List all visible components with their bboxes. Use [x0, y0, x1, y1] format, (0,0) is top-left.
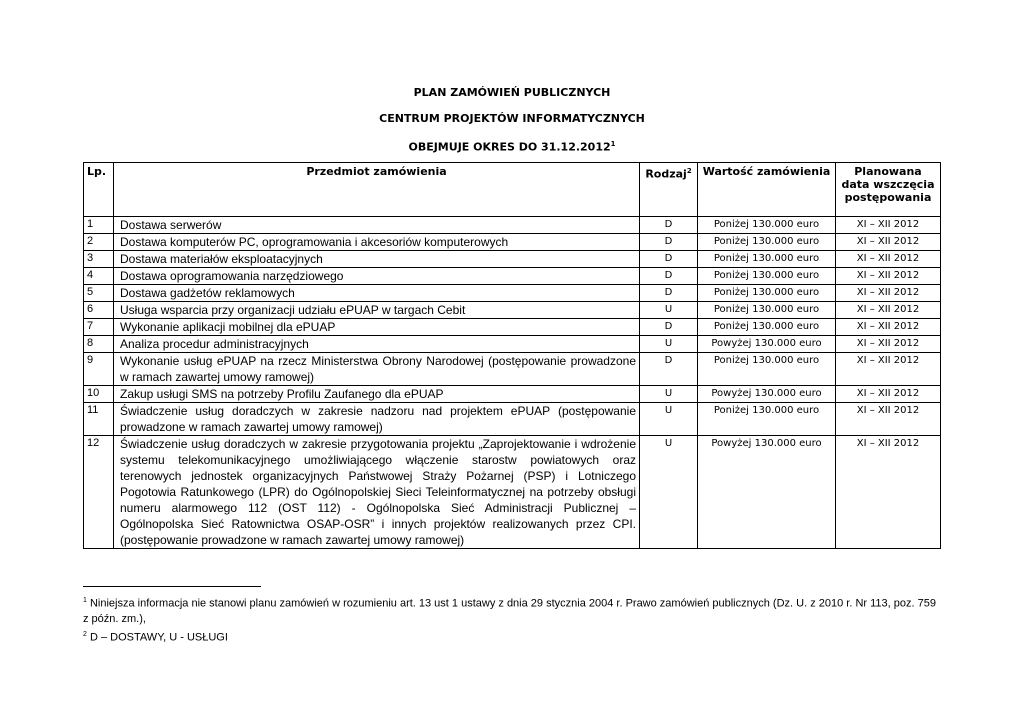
table-row: [84, 353, 941, 386]
procurement-table: [83, 162, 941, 549]
cell-value: Powyżej 130.000 euro: [698, 336, 836, 353]
cell-value: Poniżej 130.000 euro: [698, 353, 836, 386]
cell-value: Poniżej 130.000 euro: [698, 302, 836, 319]
table-row: [84, 234, 941, 251]
footnotes: [83, 593, 943, 645]
cell-subject: Dostawa materiałów eksploatacyjnych: [114, 251, 640, 268]
footnote-text: Niniejsza informacja nie stanowi planu zamówień w rozumieniu art. 13 ust 1 ustawy z dnia 29 stycznia 2004 r. Prawo zamówień publicznych (Dz. U. z 2010 r. Nr 113, poz. 759 z późn. zm.),: [83, 597, 936, 625]
period-text: OBEJMUJE OKRES DO 31.12.2012: [408, 140, 611, 154]
cell-date: XI – XII 2012: [836, 403, 941, 436]
column-header-value: Wartość zamówienia: [698, 163, 836, 217]
footnote-ref-1: 1: [610, 140, 616, 148]
cell-subject: Wykonanie usług ePUAP na rzecz Ministerstwa Obrony Narodowej (postępowanie prowadzone w ramach zawartej umowy ramowej): [114, 353, 640, 386]
cell-lp: 4: [84, 268, 114, 285]
cell-kind: D: [640, 234, 698, 251]
cell-kind: U: [640, 302, 698, 319]
table-row: [84, 302, 941, 319]
table-row: [84, 319, 941, 336]
cell-date: XI – XII 2012: [836, 302, 941, 319]
cell-lp: 8: [84, 336, 114, 353]
cell-value: Poniżej 130.000 euro: [698, 403, 836, 436]
cell-subject: Dostawa oprogramowania narzędziowego: [114, 268, 640, 285]
footnote-mark: 1: [83, 597, 87, 604]
cell-kind: D: [640, 251, 698, 268]
cell-date: XI – XII 2012: [836, 234, 941, 251]
cell-date: XI – XII 2012: [836, 251, 941, 268]
period-heading: [0, 137, 1024, 155]
table-row: [84, 217, 941, 234]
cell-date: XI – XII 2012: [836, 336, 941, 353]
cell-kind: D: [640, 353, 698, 386]
cell-value: Poniżej 130.000 euro: [698, 234, 836, 251]
footnote-text: D – DOSTAWY, U - USŁUGI: [89, 631, 228, 644]
document-title: PLAN ZAMÓWIEŃ PUBLICZNYCH: [413, 86, 611, 99]
footnote-ref-2: 2: [686, 167, 692, 175]
table-row: [84, 285, 941, 302]
table-row: [84, 251, 941, 268]
cell-subject: Zakup usługi SMS na potrzeby Profilu Zaufanego dla ePUAP: [114, 386, 640, 403]
cell-value: Poniżej 130.000 euro: [698, 285, 836, 302]
cell-kind: U: [640, 336, 698, 353]
cell-date: XI – XII 2012: [836, 268, 941, 285]
table-row: [84, 436, 941, 549]
cell-lp: 2: [84, 234, 114, 251]
footnote-mark: 2: [83, 630, 87, 638]
cell-lp: 10: [84, 386, 114, 403]
cell-date: XI – XII 2012: [836, 386, 941, 403]
cell-date: XI – XII 2012: [836, 353, 941, 386]
cell-date: XI – XII 2012: [836, 285, 941, 302]
cell-value: Poniżej 130.000 euro: [698, 251, 836, 268]
table-row: [84, 336, 941, 353]
cell-lp: 11: [84, 403, 114, 436]
column-header-kind-text: Rodzaj: [645, 167, 687, 181]
cell-value: Poniżej 130.000 euro: [698, 319, 836, 336]
cell-lp: 3: [84, 251, 114, 268]
cell-value: Powyżej 130.000 euro: [698, 386, 836, 403]
cell-kind: U: [640, 403, 698, 436]
cell-lp: 5: [84, 285, 114, 302]
table-row: [84, 403, 941, 436]
cell-lp: 1: [84, 217, 114, 234]
cell-kind: D: [640, 285, 698, 302]
cell-value: Poniżej 130.000 euro: [698, 268, 836, 285]
cell-date: XI – XII 2012: [836, 217, 941, 234]
column-header-kind: [640, 163, 698, 217]
cell-kind: U: [640, 386, 698, 403]
cell-kind: U: [640, 436, 698, 549]
cell-subject: Usługa wsparcia przy organizacji udziału ePUAP w targach Cebit: [114, 302, 640, 319]
cell-subject: Dostawa komputerów PC, oprogramowania i akcesoriów komputerowych: [114, 234, 640, 251]
cell-kind: D: [640, 268, 698, 285]
table-header-row: [84, 163, 941, 217]
cell-value: Powyżej 130.000 euro: [698, 436, 836, 549]
organization-name: CENTRUM PROJEKTÓW INFORMATYCZNYCH: [379, 112, 645, 125]
cell-subject: Świadczenie usług doradczych w zakresie nadzoru nad projektem ePUAP (postępowanie prowadzone w ramach zawartej umowy ramowej): [114, 403, 640, 436]
cell-subject: Wykonanie aplikacji mobilnej dla ePUAP: [114, 319, 640, 336]
cell-kind: D: [640, 319, 698, 336]
cell-subject: Dostawa serwerów: [114, 217, 640, 234]
footnote-separator: [83, 586, 261, 587]
cell-subject: Dostawa gadżetów reklamowych: [114, 285, 640, 302]
cell-subject: Świadczenie usług doradczych w zakresie przygotowania projektu „Zaprojektowanie i wdrożenie systemu telekomunikacyjnego umożliwiającego włączenie starostw powiatowych oraz terenowych jednostek organizacyjnych Państwowej Straży Pożarnej (PSP) i Lotniczego Pogotowia Ratunkowego (LPR) do Ogólnopolskiej Sieci Teleinformatycznej na potrzeby obsługi numeru alarmowego 112 (OST 112) - Ogólnopolska Sieć Administracji Publicznej – Ogólnopolska Sieć Ratownictwa OSAP-OSR” i innych projektów realizowanych przez CPI. (postępowanie prowadzone w ramach zawartej umowy ramowej): [114, 436, 640, 549]
table-row: [84, 386, 941, 403]
column-header-date: Planowana data wszczęcia postępowania: [836, 163, 941, 217]
cell-kind: D: [640, 217, 698, 234]
cell-date: XI – XII 2012: [836, 436, 941, 549]
footnote-1: [83, 593, 943, 627]
column-header-lp: Lp.: [84, 163, 114, 217]
cell-value: Poniżej 130.000 euro: [698, 217, 836, 234]
cell-lp: 7: [84, 319, 114, 336]
cell-lp: 9: [84, 353, 114, 386]
table-row: [84, 268, 941, 285]
cell-lp: 12: [84, 436, 114, 549]
cell-lp: 6: [84, 302, 114, 319]
footnote-2: [83, 627, 943, 646]
cell-subject: Analiza procedur administracyjnych: [114, 336, 640, 353]
cell-date: XI – XII 2012: [836, 319, 941, 336]
column-header-subject: Przedmiot zamówienia: [114, 163, 640, 217]
